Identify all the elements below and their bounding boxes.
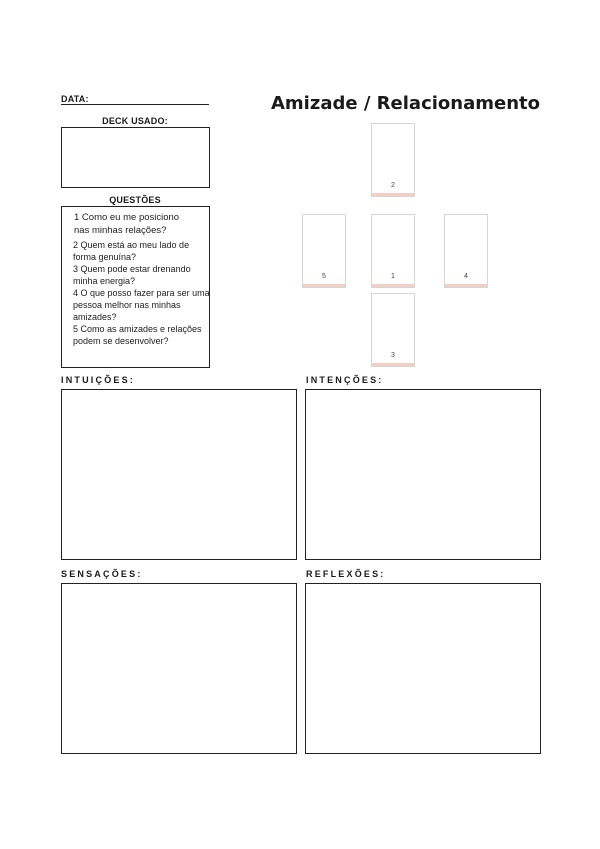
reflexoes-box[interactable] — [305, 583, 541, 754]
questions-box — [61, 206, 210, 368]
question-list — [74, 211, 210, 239]
card-number: 5 — [322, 273, 326, 280]
question-1: 1 Como eu me posiciono nas minhas relações? — [74, 212, 180, 236]
question-2: 2 Quem está ao meu lado de forma genuína? — [73, 240, 190, 262]
page-title: Amizade / Relacionamento — [271, 93, 540, 114]
intencoes-label: INTENÇÕES: — [306, 375, 384, 385]
card-strip — [372, 284, 414, 287]
card-number: 4 — [464, 273, 468, 280]
questions-label: QUESTÕES — [109, 195, 161, 205]
card-number: 1 — [391, 273, 395, 280]
card-strip — [372, 193, 414, 196]
deck-box[interactable] — [61, 127, 210, 188]
card-number: 3 — [391, 352, 395, 359]
intencoes-box[interactable] — [305, 389, 541, 560]
question-3: 3 Quem pode estar drenando minha energia? — [73, 264, 191, 286]
card-strip — [445, 284, 487, 287]
date-line[interactable] — [61, 104, 209, 105]
date-label: DATA: — [61, 94, 89, 104]
card-1[interactable] — [371, 214, 415, 288]
card-strip — [372, 363, 414, 366]
question-4: 4 O que posso fazer para ser uma pessoa melhor nas minhas amizades? — [73, 288, 210, 322]
card-5[interactable] — [302, 214, 346, 288]
intuicoes-box[interactable] — [61, 389, 297, 560]
question-list-rest — [73, 239, 213, 347]
card-strip — [303, 284, 345, 287]
intuicoes-label: INTUIÇÕES: — [61, 375, 136, 385]
card-2[interactable] — [371, 123, 415, 197]
reflexoes-label: REFLEXÕES: — [306, 569, 386, 579]
card-3[interactable] — [371, 293, 415, 367]
card-4[interactable] — [444, 214, 488, 288]
question-5: 5 Como as amizades e relações podem se desenvolver? — [73, 324, 202, 346]
sensacoes-label: SENSAÇÕES: — [61, 569, 143, 579]
card-number: 2 — [391, 182, 395, 189]
deck-label: DECK USADO: — [102, 116, 168, 126]
sensacoes-box[interactable] — [61, 583, 297, 754]
